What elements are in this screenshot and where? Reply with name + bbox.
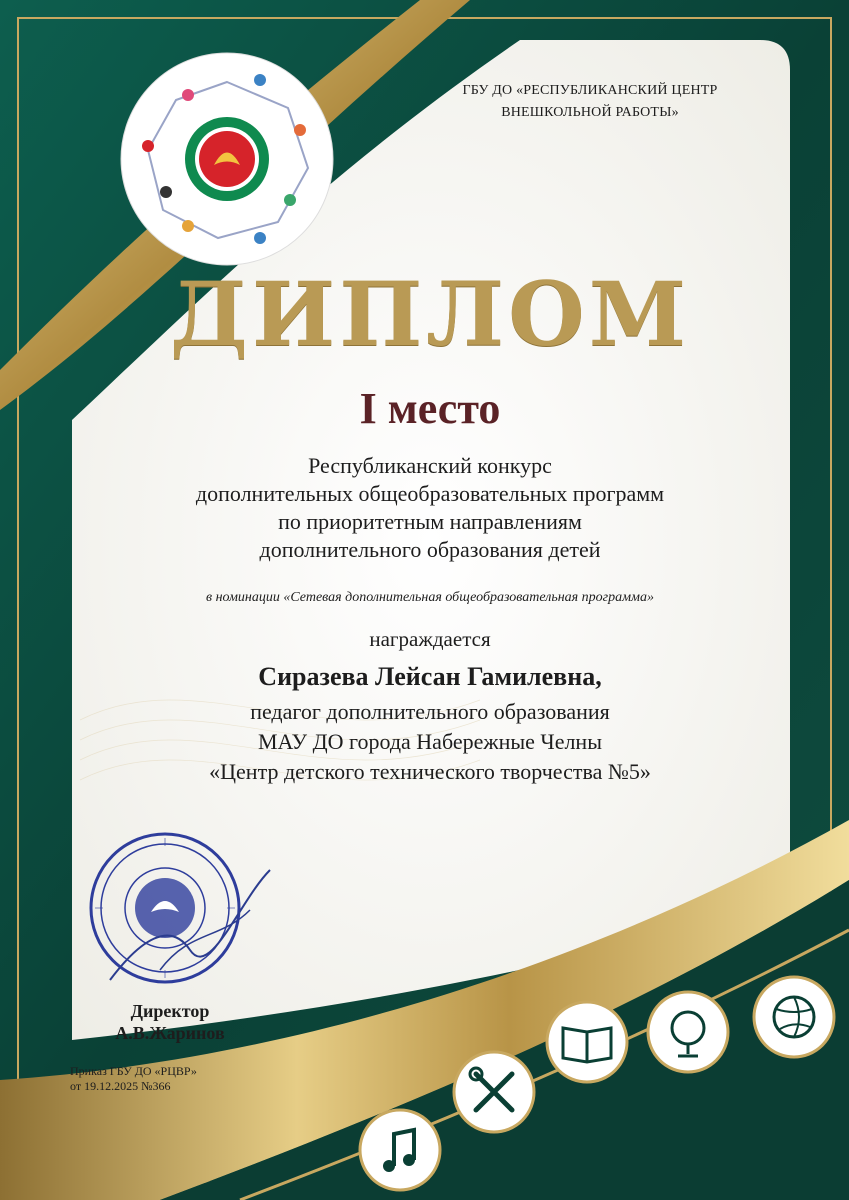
place-award: I место — [359, 384, 501, 433]
order-line1: Приказ ГБУ ДО «РЦВР» — [70, 1064, 197, 1078]
director-name: А.В.Жаринов — [115, 1023, 225, 1043]
recipient-position: педагог дополнительного образования — [250, 699, 610, 724]
org-header-line1: ГБУ ДО «РЕСПУБЛИКАНСКИЙ ЦЕНТР — [462, 83, 718, 98]
recipient-name: Сиразева Лейсан Гамилевна, — [258, 662, 602, 691]
org-header-line2: ВНЕШКОЛЬНОЙ РАБОТЫ» — [501, 105, 679, 120]
signature-block — [80, 1000, 260, 1044]
signature-scribble — [100, 860, 280, 1000]
director-title: Директор — [130, 1001, 210, 1021]
contest-line1: Республиканский конкурс — [308, 453, 552, 478]
music-icon — [358, 1108, 442, 1192]
diploma-title: ДИПЛОМ — [169, 262, 691, 366]
contest-line3: по приоритетным направлениям — [278, 509, 582, 534]
contest-line2: дополнительных общеобразовательных программ — [195, 481, 665, 506]
volleyball-icon — [752, 975, 836, 1059]
contest-line4: дополнительного образования детей — [259, 537, 601, 562]
order-reference — [70, 1064, 270, 1094]
nomination-text: в номинации «Сетевая дополнительная общеобразовательная программа» — [206, 590, 654, 605]
awarded-label: награждается — [369, 627, 491, 651]
organization-logo — [118, 50, 336, 268]
organization-header — [420, 80, 760, 124]
book-icon — [545, 1000, 629, 1084]
tools-icon — [452, 1050, 536, 1134]
recipient-org-line2: «Центр детского технического творчества №5» — [209, 759, 651, 784]
recipient-org-line1: МАУ ДО города Набережные Челны — [258, 729, 602, 754]
order-line2: от 19.12.2025 №366 — [70, 1079, 171, 1093]
contest-name — [120, 452, 740, 564]
globe-icon — [646, 990, 730, 1074]
recipient-info — [110, 697, 750, 787]
